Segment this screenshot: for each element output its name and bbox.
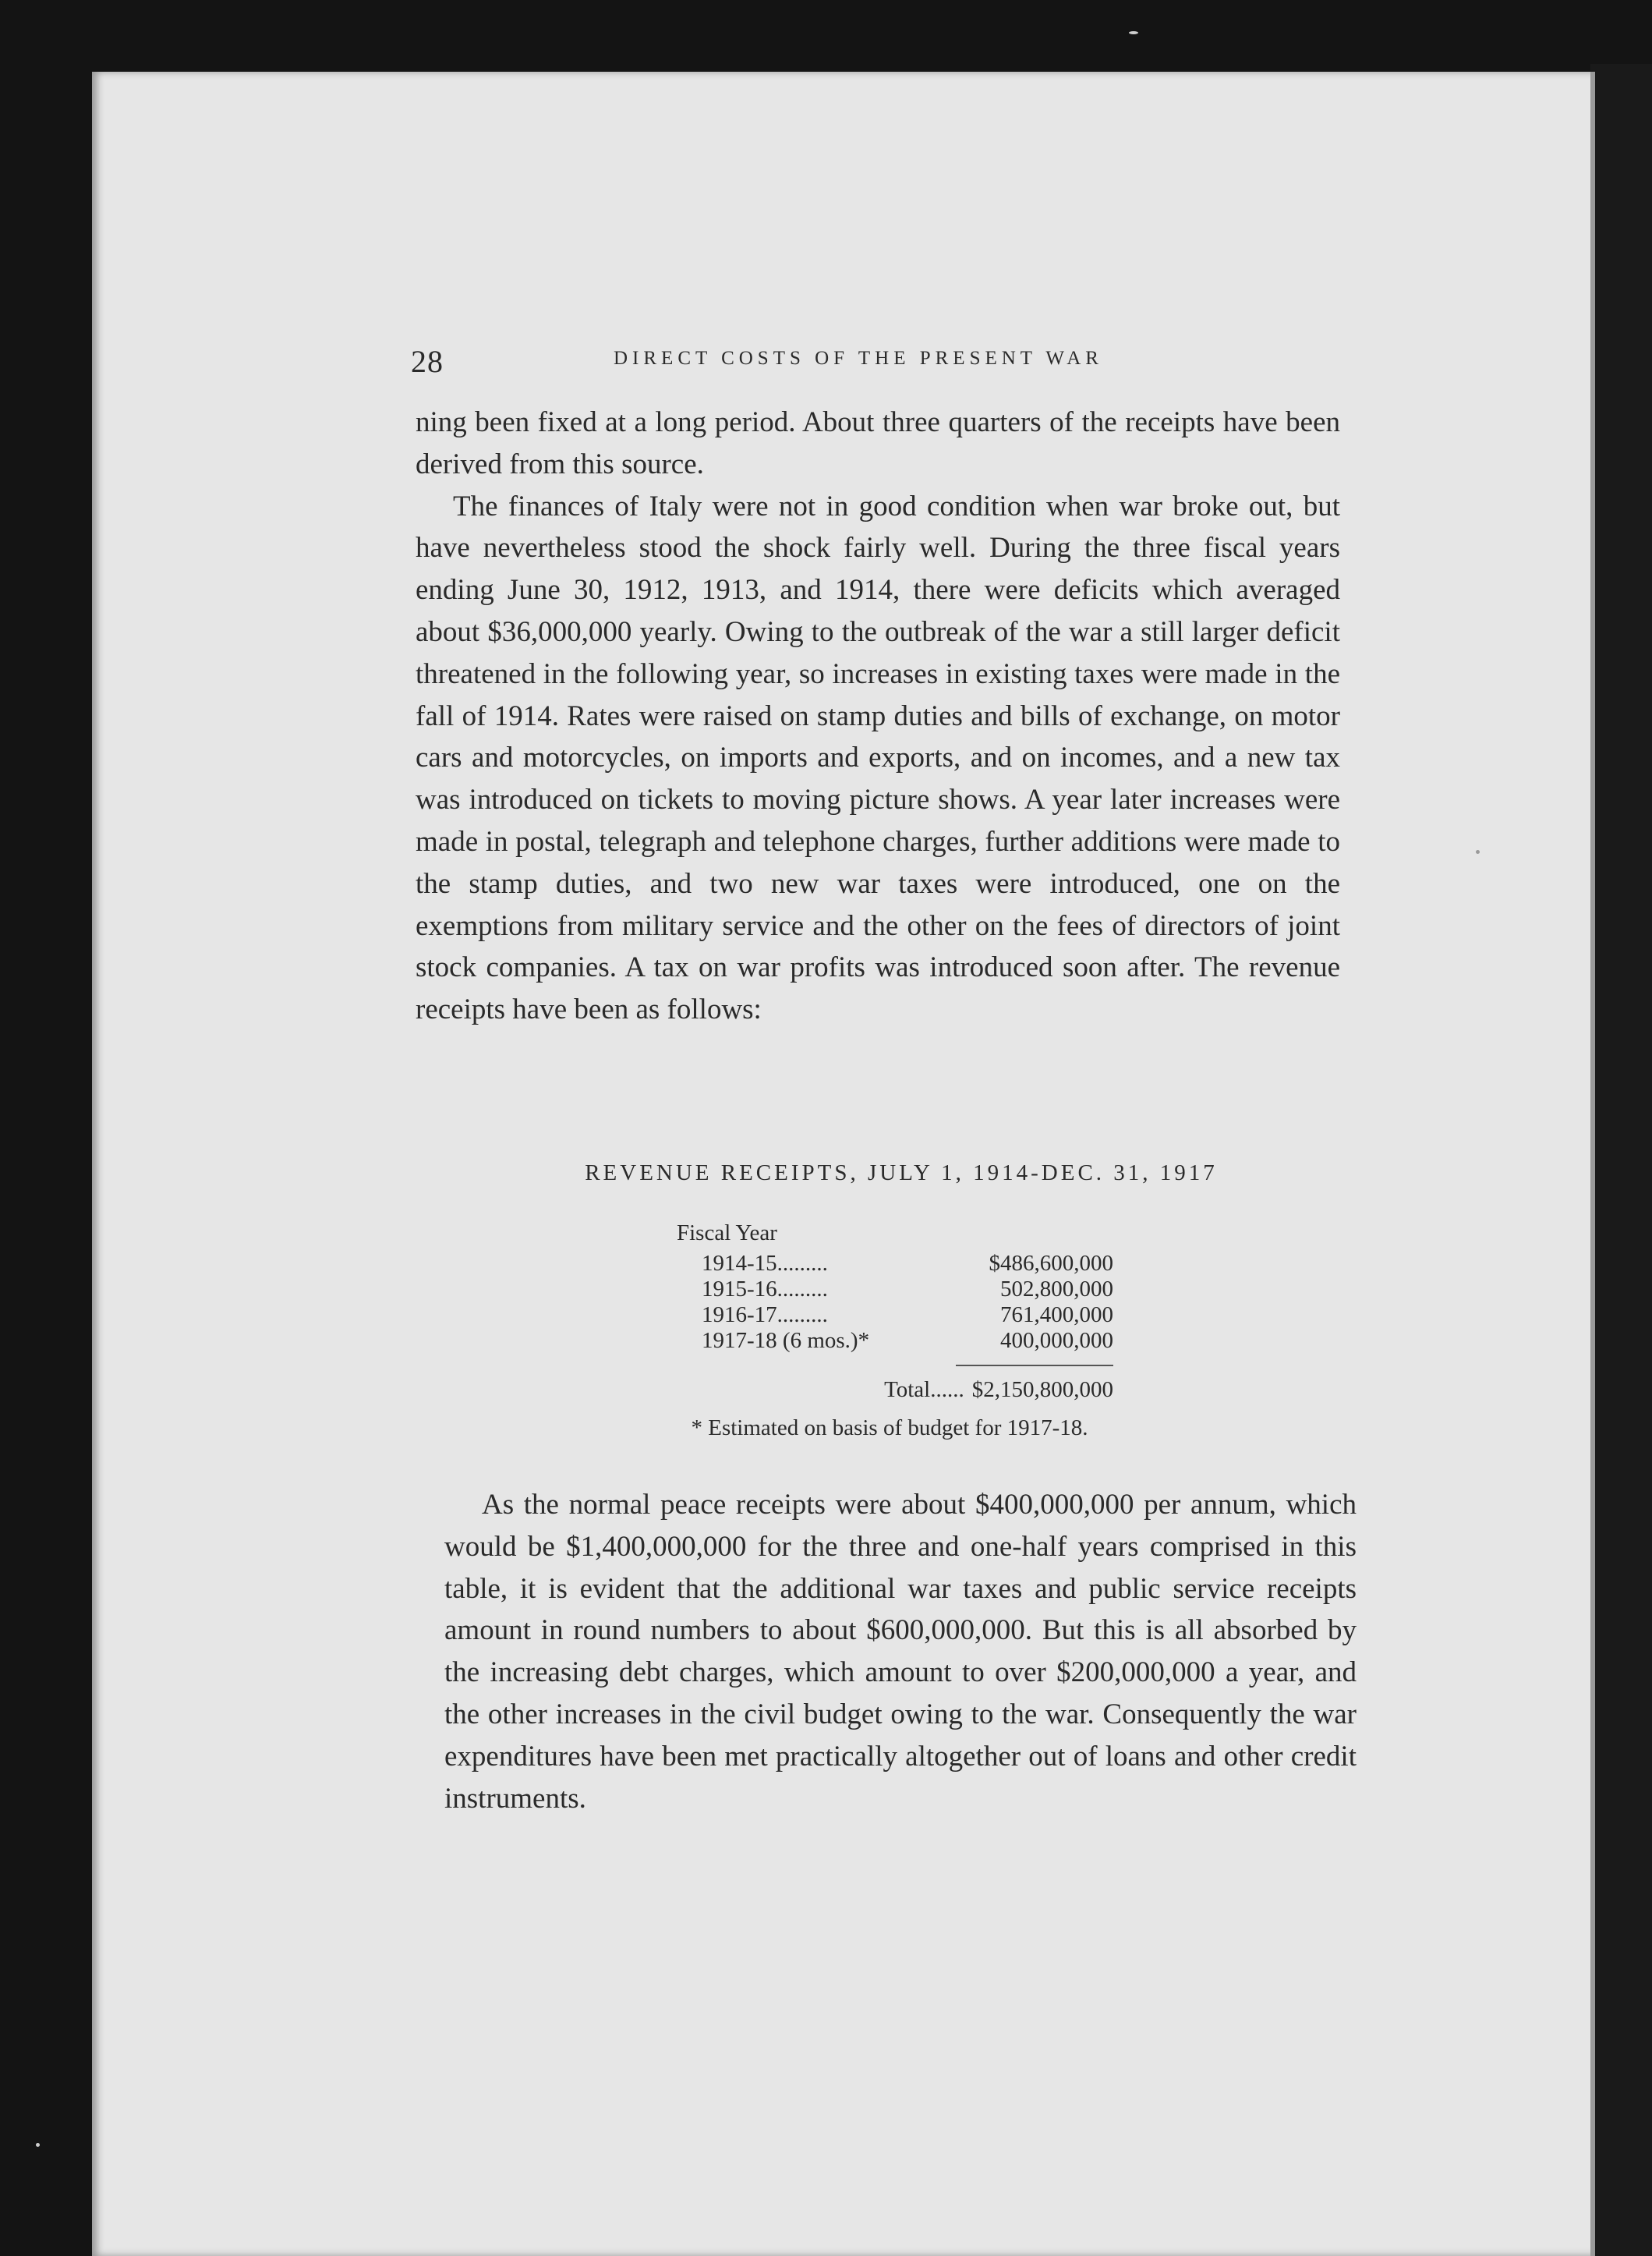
- body-text-lower: [444, 1484, 1357, 1819]
- body-text-upper: [416, 402, 1340, 1031]
- row-year: 1917-18 (6 mos.)*: [702, 1328, 870, 1353]
- paragraph-3: As the normal peace receipts were about $400,000,000 per annum, which would be $1,400,000,000 for the three and one-half years comprised in this table, it is evident that the additional war taxes and public service receipts amount in round numbers to about $600,000,000. But this is all absorbed by the increasing debt charges, which amount to over $200,000,000 a year, and the other increases in the civil budget owing to the war. Consequently the war expenditures have been met practically altogether out of loans and other credit instruments.: [444, 1489, 1357, 1815]
- table-row: [677, 1277, 1113, 1302]
- scan-speck: [1476, 850, 1480, 854]
- page-right-edge: [1590, 64, 1652, 2256]
- column-header: Fiscal Year: [677, 1220, 777, 1245]
- table-row: [677, 1251, 1113, 1277]
- row-year: 1916-17.........: [702, 1302, 828, 1327]
- row-year: 1915-16.........: [702, 1277, 828, 1302]
- row-year: 1914-15.........: [702, 1251, 828, 1276]
- running-head: DIRECT COSTS OF THE PRESENT WAR: [614, 348, 1103, 369]
- table-grid: [677, 1220, 1113, 1403]
- table-title: REVENUE RECEIPTS, JULY 1, 1914-DEC. 31, 1917: [585, 1160, 1218, 1185]
- row-amount: 502,800,000: [1000, 1277, 1113, 1302]
- table-footnote: * Estimated on basis of budget for 1917-18.: [691, 1415, 1088, 1440]
- total-rule: [956, 1365, 1113, 1366]
- scan-speck: [36, 2143, 40, 2147]
- table-row: [677, 1302, 1113, 1328]
- table-row: [677, 1328, 1113, 1354]
- row-amount: 400,000,000: [1000, 1328, 1113, 1353]
- row-amount: 761,400,000: [1000, 1302, 1113, 1327]
- paragraph-2: The finances of Italy were not in good condition when war broke out, but have nevertheless stood the shock fairly well. During the three fiscal years ending June 30, 1912, 1913, and 1914, there were deficits which averaged about $36,000,000 yearly. Owing to the outbreak of the war a still larger deficit threatened in the following year, so increases in existing taxes were made in the fall of 1914. Rates were raised on stamp duties and bills of exchange, on motor cars and motorcycles, on imports and exports, and on incomes, and a new tax was introduced on tickets to moving picture shows. A year later increases were made in postal, telegraph and telephone charges, further additions were made to the stamp duties, and two new war taxes were introduced, one on the exemptions from military service and the other on the fees of directors of joint stock companies. A tax on war profits was introduced soon after. The revenue receipts have been as follows:: [416, 490, 1340, 1026]
- total-amount: $2,150,800,000: [971, 1377, 1113, 1402]
- revenue-table: [416, 1160, 1340, 1441]
- page-edge-line: [1590, 72, 1595, 2256]
- page-header: [411, 343, 1346, 390]
- total-row: [677, 1377, 1113, 1403]
- paragraph-1: ning been fixed at a long period. About three quarters of the receipts have been derived from this source.: [416, 406, 1340, 480]
- page-number: 28: [411, 344, 444, 379]
- row-amount: $486,600,000: [989, 1251, 1113, 1276]
- total-label: Total......: [884, 1377, 964, 1402]
- scan-speck: [1129, 31, 1138, 34]
